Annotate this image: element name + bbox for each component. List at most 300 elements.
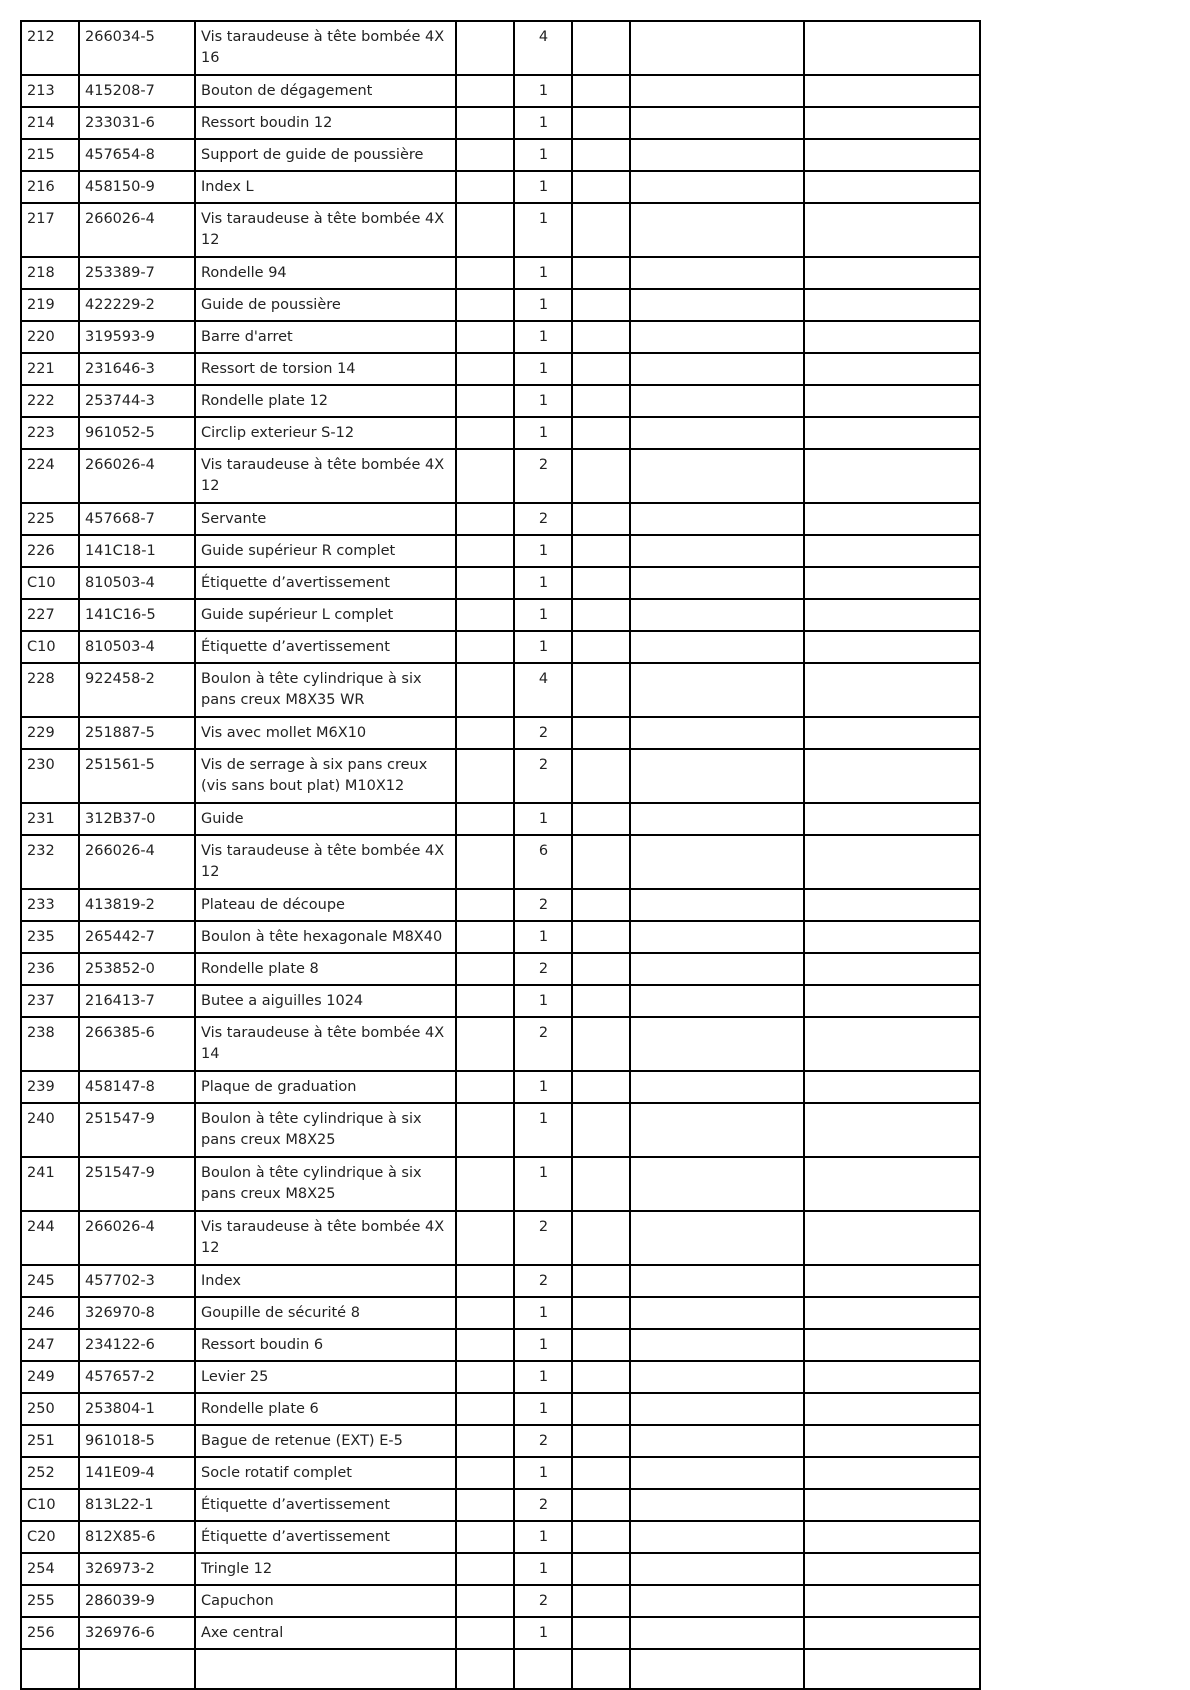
table-row xyxy=(21,1393,980,1425)
empty-cell xyxy=(630,321,804,353)
empty-cell xyxy=(572,107,630,139)
empty-cell xyxy=(804,1553,980,1585)
empty-cell xyxy=(572,631,630,663)
empty-cell xyxy=(514,1649,572,1689)
empty-cell xyxy=(572,203,630,257)
empty-cell xyxy=(804,321,980,353)
quantity-cell: 2 xyxy=(514,1585,572,1617)
part-number-cell: 458147-8 xyxy=(79,1071,195,1103)
part-number-cell: 251547-9 xyxy=(79,1157,195,1211)
empty-cell xyxy=(630,75,804,107)
empty-cell xyxy=(572,1017,630,1071)
description-cell: Goupille de sécurité 8 xyxy=(195,1297,456,1329)
part-number-cell: 141C18-1 xyxy=(79,535,195,567)
quantity-cell: 1 xyxy=(514,107,572,139)
empty-table-row xyxy=(21,1649,980,1689)
description-cell: Bouton de dégagement xyxy=(195,75,456,107)
quantity-cell: 4 xyxy=(514,21,572,75)
table-row xyxy=(21,717,980,749)
empty-cell xyxy=(630,1265,804,1297)
item-number-cell: 218 xyxy=(21,257,79,289)
quantity-cell: 2 xyxy=(514,503,572,535)
empty-cell xyxy=(572,1265,630,1297)
description-cell: Vis taraudeuse à tête bombée 4X 16 xyxy=(195,21,456,75)
empty-cell xyxy=(572,1361,630,1393)
empty-cell xyxy=(572,1329,630,1361)
description-cell: Rondelle plate 12 xyxy=(195,385,456,417)
table-row xyxy=(21,1617,980,1649)
item-number-cell: 229 xyxy=(21,717,79,749)
empty-cell xyxy=(804,21,980,75)
empty-cell xyxy=(630,171,804,203)
empty-cell xyxy=(804,921,980,953)
empty-cell xyxy=(456,535,514,567)
empty-cell xyxy=(572,1457,630,1489)
part-number-cell: 457702-3 xyxy=(79,1265,195,1297)
description-cell: Guide supérieur L complet xyxy=(195,599,456,631)
item-number-cell: 255 xyxy=(21,1585,79,1617)
empty-cell xyxy=(804,1103,980,1157)
empty-cell xyxy=(456,953,514,985)
item-number-cell: 214 xyxy=(21,107,79,139)
empty-cell xyxy=(456,417,514,449)
item-number-cell: 245 xyxy=(21,1265,79,1297)
table-row xyxy=(21,203,980,257)
description-cell: Vis avec mollet M6X10 xyxy=(195,717,456,749)
description-cell: Butee a aiguilles 1024 xyxy=(195,985,456,1017)
empty-cell xyxy=(456,663,514,717)
description-cell: Index xyxy=(195,1265,456,1297)
description-cell: Rondelle plate 6 xyxy=(195,1393,456,1425)
table-row xyxy=(21,567,980,599)
empty-cell xyxy=(630,889,804,921)
quantity-cell: 1 xyxy=(514,1297,572,1329)
empty-cell xyxy=(456,1617,514,1649)
part-number-cell: 961052-5 xyxy=(79,417,195,449)
part-number-cell: 810503-4 xyxy=(79,631,195,663)
empty-cell xyxy=(572,1211,630,1265)
description-cell: Circlip exterieur S-12 xyxy=(195,417,456,449)
part-number-cell: 286039-9 xyxy=(79,1585,195,1617)
table-row xyxy=(21,385,980,417)
empty-cell xyxy=(630,353,804,385)
empty-cell xyxy=(572,449,630,503)
empty-cell xyxy=(456,835,514,889)
empty-cell xyxy=(630,203,804,257)
empty-cell xyxy=(79,1649,195,1689)
empty-cell xyxy=(572,21,630,75)
quantity-cell: 1 xyxy=(514,1617,572,1649)
empty-cell xyxy=(456,449,514,503)
table-row xyxy=(21,1489,980,1521)
part-number-cell: 812X85-6 xyxy=(79,1521,195,1553)
empty-cell xyxy=(804,1521,980,1553)
empty-cell xyxy=(456,1103,514,1157)
item-number-cell: 216 xyxy=(21,171,79,203)
description-cell: Boulon à tête hexagonale M8X40 xyxy=(195,921,456,953)
part-number-cell: 266034-5 xyxy=(79,21,195,75)
empty-cell xyxy=(804,631,980,663)
empty-cell xyxy=(195,1649,456,1689)
table-row xyxy=(21,1425,980,1457)
empty-cell xyxy=(630,385,804,417)
empty-cell xyxy=(804,1297,980,1329)
quantity-cell: 2 xyxy=(514,1017,572,1071)
table-row xyxy=(21,985,980,1017)
item-number-cell: 221 xyxy=(21,353,79,385)
empty-cell xyxy=(572,503,630,535)
empty-cell xyxy=(572,803,630,835)
empty-cell xyxy=(630,503,804,535)
quantity-cell: 1 xyxy=(514,385,572,417)
empty-cell xyxy=(630,1649,804,1689)
empty-cell xyxy=(804,599,980,631)
quantity-cell: 1 xyxy=(514,985,572,1017)
part-number-cell: 319593-9 xyxy=(79,321,195,353)
empty-cell xyxy=(630,21,804,75)
empty-cell xyxy=(572,1649,630,1689)
empty-cell xyxy=(572,953,630,985)
empty-cell xyxy=(804,75,980,107)
empty-cell xyxy=(630,1361,804,1393)
empty-cell xyxy=(804,257,980,289)
item-number-cell: 251 xyxy=(21,1425,79,1457)
empty-cell xyxy=(630,1585,804,1617)
quantity-cell: 1 xyxy=(514,1103,572,1157)
description-cell: Tringle 12 xyxy=(195,1553,456,1585)
part-number-cell: 415208-7 xyxy=(79,75,195,107)
empty-cell xyxy=(804,139,980,171)
item-number-cell: 236 xyxy=(21,953,79,985)
item-number-cell: 241 xyxy=(21,1157,79,1211)
empty-cell xyxy=(804,953,980,985)
quantity-cell: 1 xyxy=(514,803,572,835)
quantity-cell: 1 xyxy=(514,1329,572,1361)
empty-cell xyxy=(630,749,804,803)
item-number-cell: C10 xyxy=(21,631,79,663)
item-number-cell: 215 xyxy=(21,139,79,171)
table-row xyxy=(21,1361,980,1393)
item-number-cell: 213 xyxy=(21,75,79,107)
description-cell: Socle rotatif complet xyxy=(195,1457,456,1489)
table-row xyxy=(21,803,980,835)
empty-cell xyxy=(804,1489,980,1521)
table-row xyxy=(21,417,980,449)
empty-cell xyxy=(572,75,630,107)
empty-cell xyxy=(572,1297,630,1329)
description-cell: Bague de retenue (EXT) E-5 xyxy=(195,1425,456,1457)
table-row xyxy=(21,1521,980,1553)
empty-cell xyxy=(456,1017,514,1071)
item-number-cell: 244 xyxy=(21,1211,79,1265)
quantity-cell: 1 xyxy=(514,1071,572,1103)
part-number-cell: 253852-0 xyxy=(79,953,195,985)
part-number-cell: 265442-7 xyxy=(79,921,195,953)
empty-cell xyxy=(21,1649,79,1689)
empty-cell xyxy=(630,717,804,749)
part-number-cell: 231646-3 xyxy=(79,353,195,385)
table-row xyxy=(21,835,980,889)
empty-cell xyxy=(456,1457,514,1489)
empty-cell xyxy=(456,1157,514,1211)
empty-cell xyxy=(456,717,514,749)
part-number-cell: 813L22-1 xyxy=(79,1489,195,1521)
empty-cell xyxy=(572,1393,630,1425)
empty-cell xyxy=(572,289,630,321)
table-row xyxy=(21,749,980,803)
quantity-cell: 1 xyxy=(514,1457,572,1489)
empty-cell xyxy=(456,1585,514,1617)
empty-cell xyxy=(804,749,980,803)
part-number-cell: 422229-2 xyxy=(79,289,195,321)
description-cell: Servante xyxy=(195,503,456,535)
empty-cell xyxy=(630,985,804,1017)
empty-cell xyxy=(456,353,514,385)
item-number-cell: 247 xyxy=(21,1329,79,1361)
table-row xyxy=(21,1553,980,1585)
empty-cell xyxy=(630,289,804,321)
empty-cell xyxy=(630,1425,804,1457)
empty-cell xyxy=(456,139,514,171)
empty-cell xyxy=(804,1265,980,1297)
item-number-cell: 223 xyxy=(21,417,79,449)
empty-cell xyxy=(456,385,514,417)
table-row xyxy=(21,139,980,171)
table-row xyxy=(21,535,980,567)
empty-cell xyxy=(456,321,514,353)
description-cell: Plateau de découpe xyxy=(195,889,456,921)
item-number-cell: 246 xyxy=(21,1297,79,1329)
description-cell: Vis taraudeuse à tête bombée 4X 14 xyxy=(195,1017,456,1071)
empty-cell xyxy=(804,203,980,257)
empty-cell xyxy=(804,449,980,503)
empty-cell xyxy=(572,1521,630,1553)
description-cell: Boulon à tête cylindrique à six pans creux M8X25 xyxy=(195,1157,456,1211)
empty-cell xyxy=(572,835,630,889)
quantity-cell: 1 xyxy=(514,631,572,663)
empty-cell xyxy=(630,1553,804,1585)
item-number-cell: 238 xyxy=(21,1017,79,1071)
empty-cell xyxy=(630,1071,804,1103)
part-number-cell: 922458-2 xyxy=(79,663,195,717)
table-row xyxy=(21,599,980,631)
quantity-cell: 2 xyxy=(514,1265,572,1297)
description-cell: Étiquette d’avertissement xyxy=(195,1489,456,1521)
quantity-cell: 2 xyxy=(514,749,572,803)
quantity-cell: 2 xyxy=(514,1489,572,1521)
empty-cell xyxy=(456,75,514,107)
table-row xyxy=(21,1329,980,1361)
empty-cell xyxy=(804,1071,980,1103)
description-cell: Étiquette d’avertissement xyxy=(195,631,456,663)
empty-cell xyxy=(804,1157,980,1211)
item-number-cell: 224 xyxy=(21,449,79,503)
empty-cell xyxy=(572,599,630,631)
empty-cell xyxy=(456,1425,514,1457)
description-cell: Étiquette d’avertissement xyxy=(195,1521,456,1553)
empty-cell xyxy=(630,1393,804,1425)
table-row xyxy=(21,1211,980,1265)
empty-cell xyxy=(456,289,514,321)
empty-cell xyxy=(804,803,980,835)
empty-cell xyxy=(630,803,804,835)
table-row xyxy=(21,1457,980,1489)
empty-cell xyxy=(456,599,514,631)
empty-cell xyxy=(456,21,514,75)
empty-cell xyxy=(630,139,804,171)
empty-cell xyxy=(456,203,514,257)
empty-cell xyxy=(456,1393,514,1425)
empty-cell xyxy=(456,1649,514,1689)
item-number-cell: 256 xyxy=(21,1617,79,1649)
table-row xyxy=(21,1157,980,1211)
item-number-cell: 226 xyxy=(21,535,79,567)
empty-cell xyxy=(456,1489,514,1521)
empty-cell xyxy=(804,107,980,139)
description-cell: Guide de poussière xyxy=(195,289,456,321)
item-number-cell: 249 xyxy=(21,1361,79,1393)
quantity-cell: 1 xyxy=(514,289,572,321)
table-row xyxy=(21,321,980,353)
part-number-cell: 266026-4 xyxy=(79,1211,195,1265)
empty-cell xyxy=(630,535,804,567)
empty-cell xyxy=(630,631,804,663)
empty-cell xyxy=(456,889,514,921)
table-row xyxy=(21,449,980,503)
empty-cell xyxy=(456,567,514,599)
empty-cell xyxy=(804,1211,980,1265)
quantity-cell: 1 xyxy=(514,1361,572,1393)
item-number-cell: 230 xyxy=(21,749,79,803)
part-number-cell: 326976-6 xyxy=(79,1617,195,1649)
quantity-cell: 1 xyxy=(514,203,572,257)
empty-cell xyxy=(572,353,630,385)
empty-cell xyxy=(630,953,804,985)
description-cell: Vis taraudeuse à tête bombée 4X 12 xyxy=(195,203,456,257)
item-number-cell: 219 xyxy=(21,289,79,321)
empty-cell xyxy=(456,107,514,139)
empty-cell xyxy=(804,663,980,717)
quantity-cell: 1 xyxy=(514,921,572,953)
item-number-cell: 217 xyxy=(21,203,79,257)
empty-cell xyxy=(804,567,980,599)
empty-cell xyxy=(804,1617,980,1649)
part-number-cell: 326973-2 xyxy=(79,1553,195,1585)
empty-cell xyxy=(456,1553,514,1585)
empty-cell xyxy=(572,385,630,417)
table-row xyxy=(21,1071,980,1103)
empty-cell xyxy=(630,1297,804,1329)
quantity-cell: 1 xyxy=(514,1393,572,1425)
empty-cell xyxy=(804,1017,980,1071)
empty-cell xyxy=(630,1329,804,1361)
description-cell: Vis de serrage à six pans creux (vis sans bout plat) M10X12 xyxy=(195,749,456,803)
empty-cell xyxy=(630,107,804,139)
empty-cell xyxy=(804,289,980,321)
description-cell: Vis taraudeuse à tête bombée 4X 12 xyxy=(195,1211,456,1265)
table-row xyxy=(21,953,980,985)
empty-cell xyxy=(456,631,514,663)
description-cell: Boulon à tête cylindrique à six pans creux M8X25 xyxy=(195,1103,456,1157)
part-number-cell: 141E09-4 xyxy=(79,1457,195,1489)
empty-cell xyxy=(456,803,514,835)
part-number-cell: 458150-9 xyxy=(79,171,195,203)
item-number-cell: 227 xyxy=(21,599,79,631)
item-number-cell: 225 xyxy=(21,503,79,535)
empty-cell xyxy=(456,749,514,803)
empty-cell xyxy=(630,1157,804,1211)
description-cell: Axe central xyxy=(195,1617,456,1649)
empty-cell xyxy=(630,567,804,599)
description-cell: Support de guide de poussière xyxy=(195,139,456,171)
description-cell: Étiquette d’avertissement xyxy=(195,567,456,599)
table-row xyxy=(21,171,980,203)
empty-cell xyxy=(456,985,514,1017)
quantity-cell: 1 xyxy=(514,1157,572,1211)
empty-cell xyxy=(572,139,630,171)
table-row xyxy=(21,257,980,289)
quantity-cell: 1 xyxy=(514,1553,572,1585)
item-number-cell: C10 xyxy=(21,1489,79,1521)
empty-cell xyxy=(630,1521,804,1553)
empty-cell xyxy=(804,1425,980,1457)
empty-cell xyxy=(804,171,980,203)
description-cell: Boulon à tête cylindrique à six pans creux M8X35 WR xyxy=(195,663,456,717)
parts-list-table xyxy=(20,20,981,1690)
item-number-cell: 235 xyxy=(21,921,79,953)
empty-cell xyxy=(572,321,630,353)
item-number-cell: C10 xyxy=(21,567,79,599)
empty-cell xyxy=(630,921,804,953)
item-number-cell: 240 xyxy=(21,1103,79,1157)
item-number-cell: 250 xyxy=(21,1393,79,1425)
empty-cell xyxy=(572,535,630,567)
description-cell: Guide supérieur R complet xyxy=(195,535,456,567)
quantity-cell: 2 xyxy=(514,717,572,749)
empty-cell xyxy=(572,889,630,921)
empty-cell xyxy=(630,417,804,449)
description-cell: Ressort boudin 6 xyxy=(195,1329,456,1361)
part-number-cell: 457654-8 xyxy=(79,139,195,171)
table-row xyxy=(21,503,980,535)
table-row xyxy=(21,1103,980,1157)
part-number-cell: 141C16-5 xyxy=(79,599,195,631)
empty-cell xyxy=(630,449,804,503)
empty-cell xyxy=(572,1103,630,1157)
empty-cell xyxy=(804,717,980,749)
part-number-cell: 266026-4 xyxy=(79,203,195,257)
part-number-cell: 457657-2 xyxy=(79,1361,195,1393)
description-cell: Vis taraudeuse à tête bombée 4X 12 xyxy=(195,449,456,503)
quantity-cell: 2 xyxy=(514,953,572,985)
empty-cell xyxy=(630,1017,804,1071)
description-cell: Plaque de graduation xyxy=(195,1071,456,1103)
quantity-cell: 6 xyxy=(514,835,572,889)
table-row xyxy=(21,1265,980,1297)
empty-cell xyxy=(572,1489,630,1521)
empty-cell xyxy=(456,1265,514,1297)
item-number-cell: C20 xyxy=(21,1521,79,1553)
empty-cell xyxy=(630,1103,804,1157)
table-row xyxy=(21,1297,980,1329)
empty-cell xyxy=(456,1361,514,1393)
empty-cell xyxy=(804,503,980,535)
item-number-cell: 237 xyxy=(21,985,79,1017)
item-number-cell: 232 xyxy=(21,835,79,889)
description-cell: Guide xyxy=(195,803,456,835)
empty-cell xyxy=(572,417,630,449)
quantity-cell: 1 xyxy=(514,567,572,599)
